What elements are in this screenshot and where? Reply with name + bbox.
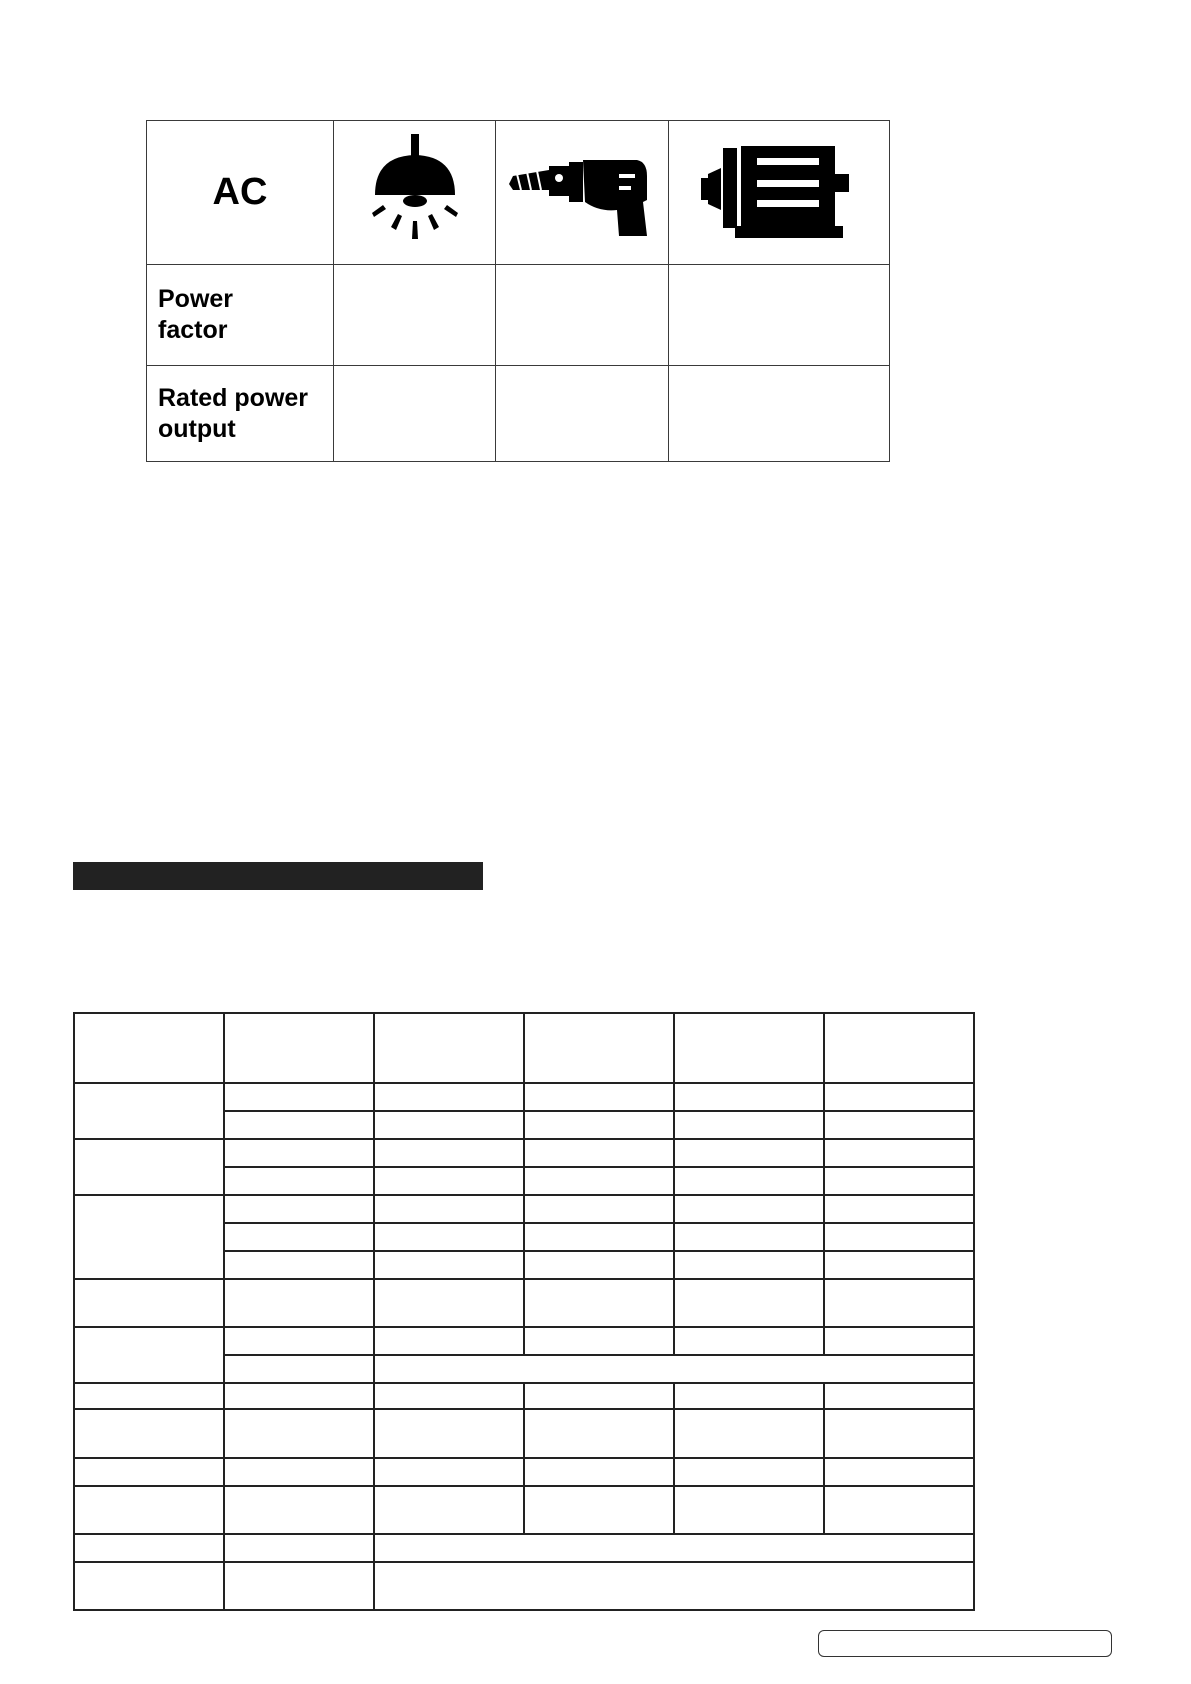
spec-cell	[374, 1083, 524, 1111]
spec-cell	[824, 1195, 974, 1223]
spec-cell	[74, 1534, 224, 1562]
spec-cell	[674, 1013, 824, 1083]
spec-cell	[224, 1111, 374, 1139]
specification-table	[73, 1012, 975, 1611]
spec-cell	[224, 1139, 374, 1167]
spec-header-row	[74, 1013, 974, 1083]
spec-cell	[824, 1486, 974, 1534]
spec-cell	[224, 1534, 374, 1562]
spec-cell	[524, 1327, 674, 1355]
spec-cell	[374, 1458, 524, 1486]
rated-power-row	[147, 366, 890, 462]
spec-cell	[824, 1327, 974, 1355]
spec-cell	[374, 1251, 524, 1279]
spec-cell	[524, 1486, 674, 1534]
spec-cell	[674, 1409, 824, 1458]
load-type-table	[146, 120, 890, 462]
spec-cell	[224, 1327, 374, 1355]
spec-cell	[524, 1083, 674, 1111]
spec-cell	[224, 1223, 374, 1251]
spec-cell	[374, 1013, 524, 1083]
spec-cell	[824, 1139, 974, 1167]
spec-cell	[674, 1327, 824, 1355]
spec-row	[74, 1383, 974, 1409]
spec-cell	[524, 1383, 674, 1409]
spec-cell	[224, 1167, 374, 1195]
spec-group-cell	[74, 1083, 224, 1139]
spec-row	[74, 1458, 974, 1486]
spec-cell	[524, 1458, 674, 1486]
spec-cell	[824, 1167, 974, 1195]
spec-group-cell	[74, 1139, 224, 1195]
spec-cell	[524, 1139, 674, 1167]
spec-cell	[374, 1111, 524, 1139]
spec-cell	[524, 1279, 674, 1327]
spec-cell	[374, 1327, 524, 1355]
spec-cell	[74, 1458, 224, 1486]
lamp-rated-power-cell	[334, 366, 496, 462]
spec-cell	[824, 1013, 974, 1083]
spec-cell	[524, 1195, 674, 1223]
spec-cell	[224, 1013, 374, 1083]
motor-cell	[669, 121, 890, 265]
spec-cell	[524, 1167, 674, 1195]
spec-row	[74, 1534, 974, 1562]
spec-cell	[524, 1409, 674, 1458]
spec-cell	[374, 1223, 524, 1251]
spec-row	[74, 1409, 974, 1458]
spec-group-cell	[74, 1327, 224, 1383]
spec-row	[74, 1083, 974, 1111]
spec-row	[74, 1562, 974, 1610]
spec-cell	[74, 1279, 224, 1327]
spec-cell	[674, 1195, 824, 1223]
spec-cell	[374, 1383, 524, 1409]
spec-row	[74, 1486, 974, 1534]
spec-cell	[224, 1279, 374, 1327]
spec-cell	[674, 1139, 824, 1167]
spec-row	[74, 1195, 974, 1223]
spec-cell	[224, 1562, 374, 1610]
spec-cell	[824, 1223, 974, 1251]
spec-merged-cell	[374, 1534, 974, 1562]
spec-cell	[74, 1409, 224, 1458]
spec-cell	[824, 1111, 974, 1139]
spec-cell	[524, 1111, 674, 1139]
spec-merged-cell	[374, 1355, 974, 1383]
spec-row	[74, 1139, 974, 1167]
rated-power-label: Rated power output	[147, 366, 334, 462]
ceiling-lamp-icon	[365, 131, 465, 249]
spec-cell	[824, 1251, 974, 1279]
lamp-power-factor-cell	[334, 265, 496, 366]
drill-cell	[496, 121, 669, 265]
spec-cell	[824, 1383, 974, 1409]
spec-cell	[224, 1486, 374, 1534]
spec-cell	[524, 1013, 674, 1083]
spec-cell	[374, 1409, 524, 1458]
spec-cell	[824, 1279, 974, 1327]
spec-cell	[74, 1383, 224, 1409]
spec-cell	[374, 1139, 524, 1167]
spec-cell	[224, 1383, 374, 1409]
spec-cell	[374, 1486, 524, 1534]
spec-cell	[674, 1279, 824, 1327]
motor-power-factor-cell	[669, 265, 890, 366]
spec-cell	[674, 1083, 824, 1111]
section-heading-bar	[73, 862, 483, 890]
spec-cell	[224, 1458, 374, 1486]
spec-cell	[74, 1562, 224, 1610]
spec-merged-cell	[374, 1562, 974, 1610]
spec-cell	[374, 1195, 524, 1223]
electric-motor-icon	[699, 140, 859, 240]
spec-cell	[374, 1279, 524, 1327]
power-drill-icon	[507, 140, 657, 240]
spec-cell	[674, 1251, 824, 1279]
spec-cell	[824, 1409, 974, 1458]
spec-cell	[824, 1083, 974, 1111]
spec-cell	[74, 1486, 224, 1534]
spec-cell	[674, 1383, 824, 1409]
spec-cell	[824, 1458, 974, 1486]
spec-cell	[224, 1083, 374, 1111]
spec-cell	[224, 1355, 374, 1383]
spec-cell	[224, 1251, 374, 1279]
lamp-cell	[334, 121, 496, 265]
spec-cell	[674, 1167, 824, 1195]
power-factor-label: Power factor	[147, 265, 334, 366]
spec-cell	[524, 1251, 674, 1279]
spec-group-cell	[74, 1195, 224, 1279]
power-factor-row	[147, 265, 890, 366]
load-table-header-row	[147, 121, 890, 265]
ac-header: AC	[147, 121, 334, 265]
page-footer-box	[818, 1630, 1112, 1657]
spec-cell	[224, 1195, 374, 1223]
spec-cell	[674, 1223, 824, 1251]
spec-cell	[524, 1223, 674, 1251]
spec-cell	[674, 1458, 824, 1486]
spec-cell	[674, 1486, 824, 1534]
motor-rated-power-cell	[669, 366, 890, 462]
spec-cell	[674, 1111, 824, 1139]
spec-row	[74, 1279, 974, 1327]
drill-rated-power-cell	[496, 366, 669, 462]
spec-cell	[224, 1409, 374, 1458]
drill-power-factor-cell	[496, 265, 669, 366]
spec-row	[74, 1327, 974, 1355]
spec-cell	[74, 1013, 224, 1083]
spec-cell	[374, 1167, 524, 1195]
